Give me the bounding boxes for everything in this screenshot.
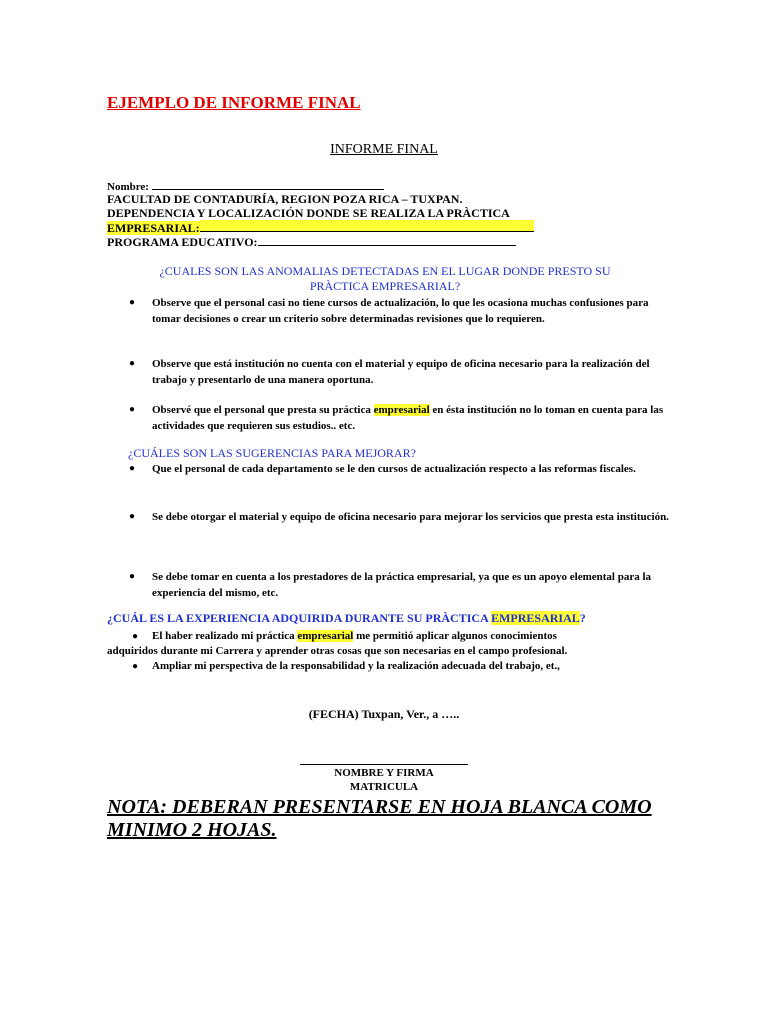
fecha-line: (FECHA) Tuxpan, Ver., a ….. (308, 707, 460, 721)
bullet-icon: ● (129, 463, 136, 474)
list-item: ● Observe que está institución no cuenta con el material y equipo de oficina necesario para la realización del trabajo y presentarlo de una manera oportuna. (129, 358, 650, 386)
form-empresarial (107, 220, 534, 235)
question-anomalias: ¿CUALES SON LAS ANOMALIAS DETECTADAS EN EL LUGAR DONDE PRESTO SU PRÀCTICA EMPRESARIAL? (159, 264, 611, 293)
nombre-blank-line (152, 178, 384, 190)
bullet-icon: ● (129, 571, 136, 582)
document-heading: EJEMPLO DE INFORME FINAL (107, 93, 361, 112)
form-facultad: FACULTAD DE CONTADURÍA, REGION POZA RICA – TUXPAN. (107, 192, 463, 206)
nota: NOTA: DEBERAN PRESENTARSE EN HOJA BLANCA COMO MINIMO 2 HOJAS. (107, 796, 652, 841)
experience-list: ● El haber realizado mi práctica empresarial me permitió aplicar algunos conocimientos adquiridos durante mi Carrera y aprender otras cosas que son necesarias en el campo profesional. ● Ampliar mi perspectiva de la responsabilidad y la realización adecuada del trabajo, et., (107, 629, 707, 674)
list-item: ● El haber realizado mi práctica empresarial me permitió aplicar algunos conocimientos (132, 630, 557, 642)
form-programa: PROGRAMA EDUCATIVO: (107, 234, 516, 249)
bullet-icon: ● (132, 631, 139, 642)
highlight-empresarial-item: empresarial (297, 630, 354, 642)
list-item: ● Observé que el personal que presta su práctica empresarial en ésta institución no lo toman en cuenta para las actividades que requieren sus estudios.. etc. (129, 404, 664, 432)
signature-block: NOMBRE Y FIRMA MATRICULA (334, 767, 434, 793)
list-item: ● Que el personal de cada departamento se le den cursos de actualización respecto a las reformas fiscales. (129, 463, 636, 475)
list-item: ● Observe que el personal casi no tiene cursos de actualización, lo que les ocasiona muchas confusiones para tomar decisiones o crear un criterio sobre determinadas revisiones que lo requieren. (129, 297, 649, 325)
bullet-icon: ● (129, 358, 136, 369)
highlight-empresarial: empresarial (373, 404, 430, 416)
bullet-icon: ● (132, 661, 139, 672)
list-item: ● Se debe tomar en cuenta a los prestadores de la práctica empresarial, ya que es un apoyo elemental para la experiencia del mismo, etc. (129, 571, 652, 599)
form-nombre: Nombre: (107, 178, 384, 194)
list-item: ● Se debe otorgar el material y equipo de oficina necesario para mejorar los servicios que presta esta institución. (129, 511, 669, 523)
bullet-icon: ● (129, 511, 136, 522)
empresarial-blank-line (200, 220, 534, 232)
question-experiencia: ¿CUÁL ES LA EXPERIENCIA ADQUIRIDA DURANTE SU PRÀCTICA EMPRESARIAL? (107, 611, 586, 625)
signature-line (300, 764, 468, 765)
programa-blank-line (258, 234, 516, 246)
bullet-icon: ● (129, 404, 136, 415)
highlight-empresarial-title: EMPRESARIAL (491, 611, 580, 625)
document-subheading: INFORME FINAL (330, 142, 438, 157)
question-sugerencias: ¿CUÁLES SON LAS SUGERENCIAS PARA MEJORAR? (128, 446, 416, 460)
list-item: ● Ampliar mi perspectiva de la responsabilidad y la realización adecuada del trabajo, et., (132, 660, 560, 672)
form-dependencia: DEPENDENCIA Y LOCALIZACIÓN DONDE SE REALIZA LA PRÀCTICA (107, 206, 510, 220)
empresarial-label: EMPRESARIAL: (107, 221, 200, 235)
bullet-icon: ● (129, 297, 136, 308)
